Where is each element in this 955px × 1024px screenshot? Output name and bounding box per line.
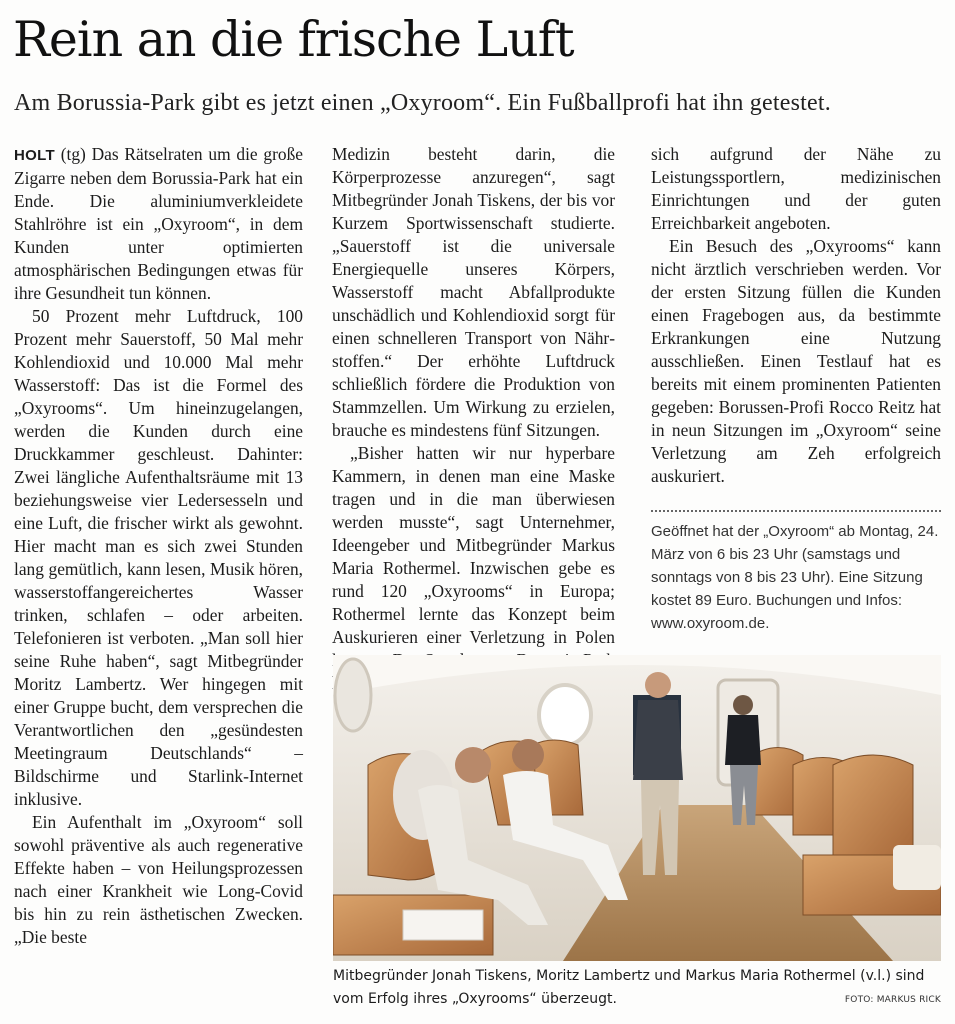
article-column-3 [651, 143, 941, 488]
article-paragraph-4-cont [651, 143, 941, 235]
oxyroom-interior-illustration [333, 655, 941, 961]
article-text: Ein Besuch des „Oxyrooms“ kann nicht ärztlich verschrieben werden. Vor der ersten Sitzung füllen die Kunden einen Fragebogen aus, da bestimmte Erkrankungen eine Nutzung ausschließen. Einen Testlauf hat es bereits mit einem prominenten Patienten gegeben: Borussen-Profi Rocco Reitz hat in neun Sitzungen im „Oxyroom“ seine Verletzung am Zeh erfolgreich auskuriert. [651, 236, 941, 486]
article-paragraph-3-start [14, 811, 303, 949]
headline: Rein an die frische Luft [13, 11, 574, 68]
article-photo [333, 655, 941, 961]
dateline: HOLT [14, 147, 55, 164]
article-paragraph-2 [14, 305, 303, 811]
article-text: Medizin besteht darin, die Körperprozesse anzuregen“, sagt Mitbegründer Jonah Tiskens, der bis vor Kurzem Sportwissenschaft studierte. „Sauerstoff ist die universale Energiequelle unseres Körpers, Wasserstoff macht Abfallprodukte unschädlich und Kohlendioxid sorgt für einen schnelleren Transport von Nährstoffen.“ Der erhöhte Luftdruck schließlich fördere die Produktion von Stammzellen. Um Wirkung zu erzielen, brauche es mindestens fünf Sitzungen. [332, 144, 615, 440]
article-paragraph-3-cont [332, 143, 615, 442]
article-text: „Bisher hatten wir nur hyperbare Kammern, in denen man eine Maske tragen und in die man überwiesen werden musste“, sagt Unternehmer, Ideengeber und Mitbegründer Markus Maria Rothermel. Inzwischen gebe es rund 120 „Oxyrooms“ in Europa; Rothermel lernte das Konzept beim Auskurieren einer Verletzung in Polen [332, 443, 615, 647]
article-column-2 [332, 143, 615, 695]
article-text: (tg) Das Rätselraten um die große Zigarre neben dem Borussia-Park hat ein Ende. Die aluminiumverkleidete Stahlröhre ist ein „Oxyroom“, in dem Kunden unter optimierten atmosphärischen Bedingungen etwas für ihre Gesundheit tun können. [14, 144, 303, 303]
article-text: 50 Prozent mehr Luftdruck, 100 Prozent mehr Sauerstoff, 50 Mal mehr Kohlendioxid und 10.000 Mal mehr Wasserstoff: Das ist die Formel des „Oxyrooms“. Um hineinzugelangen, werden die Kunden durch eine Druckkammer geschleust. Dahinter: Zwei längliche Aufenthaltsräume mit 13 beziehungsweise vier Ledersesseln und eine Luft, die frischer wirkt als gewohnt. Hier macht man es sich zwei Stunden lang gemütlich, kann lesen, Musik hören, wasserstoffangereichertes Wasser trinken, schlafen – oder arbeiten. Telefonieren ist verboten. „Man soll hier seine Ruhe haben“, sagt Mitbegründer Moritz Lambertz. Wer hingegen mit einer Gruppe bucht, dem versprechen die Verantwortlichen den „gesündesten Meetingraum Deutschlands“ – Bildschirme und Starlink-Internet inklusive. [14, 306, 303, 809]
info-box: Geöffnet hat der „Oxyroom“ ab Montag, 24. März von 6 bis 23 Uhr (samstags und sonntags von 8 bis 23 Uhr). Eine Sitzung kostet 89 Euro. Buchungen und Infos: www.oxyroom.de. [651, 510, 941, 635]
article-paragraph-5 [651, 235, 941, 488]
subheadline: Am Borussia-Park gibt es jetzt einen „Oxyroom“. Ein Fußballprofi hat ihn getestet. [14, 90, 831, 116]
article-paragraph-1 [14, 143, 303, 305]
photo-credit: FOTO: MARKUS RICK [844, 995, 941, 1005]
article-text: sich aufgrund der Nähe zu Leistungssportlern, medizinischen Einrichtungen und der guten Erreichbarkeit angeboten. [651, 144, 941, 233]
photo-caption: Mitbegründer Jonah Tiskens, Moritz Lambertz und Markus Maria Rothermel (v.l.) sind vom Erfolg ihres „Oxyrooms“ überzeugt. [333, 968, 925, 1007]
article-text: Ein Aufenthalt im „Oxyroom“ soll sowohl präventive als auch regenerative Effekte haben – von Heilungsprozessen nach einer Krankheit wie Long-Covid bis hin zu rein ästhetischen Zwecken. „Die beste [14, 812, 303, 947]
article-column-1 [14, 143, 303, 949]
